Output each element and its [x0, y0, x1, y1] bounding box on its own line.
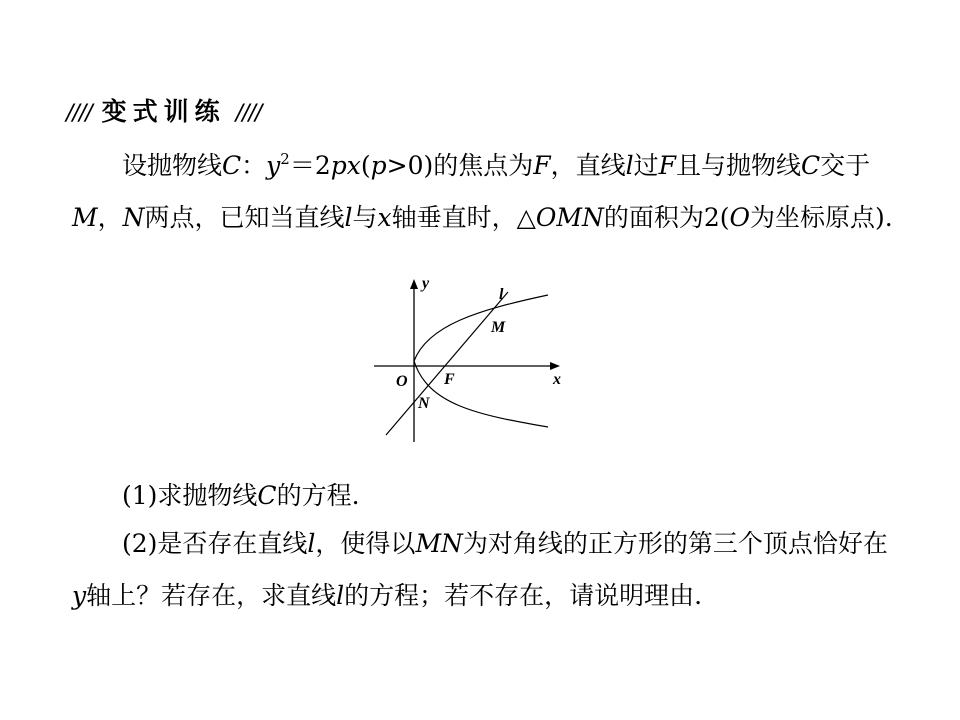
label-x: x: [553, 371, 561, 388]
heading-title: 变式训练: [101, 97, 226, 126]
question-1: (1)求抛物线C的方程.: [122, 481, 360, 510]
parabola-curve: [414, 295, 548, 427]
section-heading: [66, 92, 261, 128]
heading-deco-right: ////: [235, 101, 262, 126]
y-axis-arrow: [410, 279, 418, 289]
parabola-figure: [368, 270, 568, 445]
label-O: O: [396, 373, 408, 390]
problem-statement: 设抛物线C：$y^2=2px(p>0)$的焦点为F，直线l过F且与抛物线C交于M，N两点，已知当直线l与x轴垂直时，△OMN的面积为2(O为坐标原点).: [72, 150, 893, 232]
parabola-diagram: [368, 270, 568, 445]
heading-deco-left: ////: [66, 101, 92, 126]
x-axis-arrow: [550, 362, 560, 370]
label-y: y: [422, 275, 430, 292]
question-2: (2)是否存在直线l，使得以MN为对角线的正方形的第三个顶点恰好在y轴上？若存在，求直线l的方程；若不存在，请说明理由.: [72, 529, 888, 610]
line-l: [386, 292, 508, 435]
label-M: M: [491, 319, 506, 336]
label-l: l: [499, 286, 504, 303]
label-N: N: [418, 395, 430, 412]
label-F: F: [444, 371, 455, 388]
